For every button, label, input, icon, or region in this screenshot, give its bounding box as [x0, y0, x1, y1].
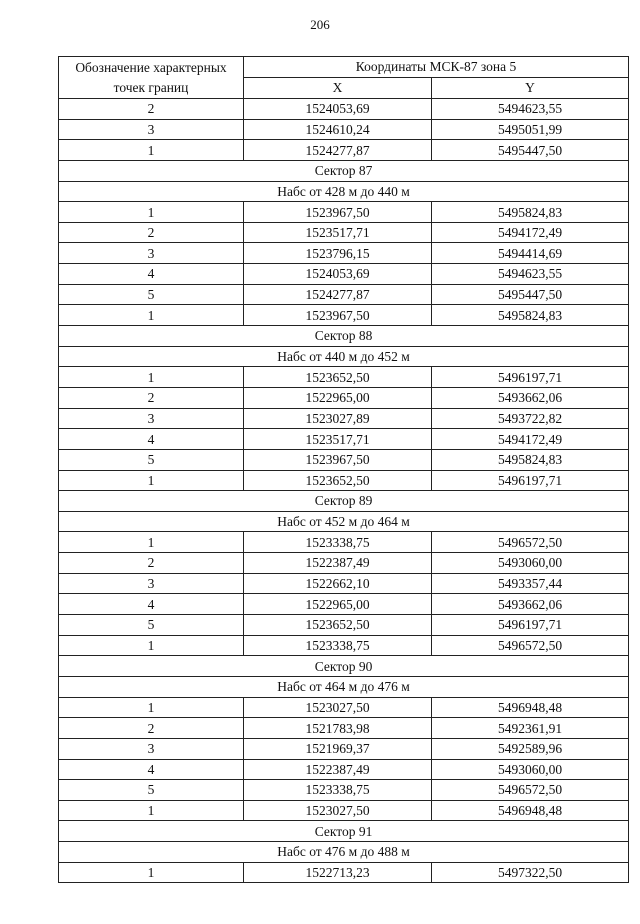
- y-coordinate-cell: 5496948,48: [432, 697, 629, 718]
- point-number-cell: 1: [59, 862, 244, 883]
- table-row: [59, 305, 629, 326]
- table-row: [59, 99, 629, 120]
- table-row: [59, 800, 629, 821]
- x-coordinate-cell: 1523517,71: [244, 429, 432, 450]
- x-coordinate-cell: 1523338,75: [244, 635, 432, 656]
- y-coordinate-cell: 5494623,55: [432, 264, 629, 285]
- y-coordinate-cell: 5497322,50: [432, 862, 629, 883]
- page-number: 206: [310, 17, 330, 32]
- point-number-cell: 1: [59, 367, 244, 388]
- point-number-cell: 2: [59, 387, 244, 408]
- point-number-cell: 3: [59, 738, 244, 759]
- point-number-cell: 1: [59, 470, 244, 491]
- table-row: [59, 408, 629, 429]
- x-coordinate-cell: 1523517,71: [244, 222, 432, 243]
- point-number-cell: 2: [59, 99, 244, 120]
- point-number-cell: 3: [59, 119, 244, 140]
- section-title: Сектор 90: [59, 656, 629, 677]
- point-number-cell: 3: [59, 408, 244, 429]
- table-body: [59, 99, 629, 883]
- table-row: [59, 470, 629, 491]
- point-number-cell: 4: [59, 594, 244, 615]
- table-row: [59, 532, 629, 553]
- coordinates-table: [58, 56, 629, 883]
- table-header: [59, 57, 629, 99]
- x-coordinate-cell: 1524053,69: [244, 264, 432, 285]
- section-title: Сектор 89: [59, 491, 629, 512]
- table-row: [59, 573, 629, 594]
- table-row: [59, 759, 629, 780]
- x-coordinate-cell: 1522387,49: [244, 759, 432, 780]
- y-coordinate-cell: 5494172,49: [432, 429, 629, 450]
- section-title: Набс от 428 м до 440 м: [59, 181, 629, 202]
- y-coordinate-cell: 5493662,06: [432, 594, 629, 615]
- section-title: Набс от 476 м до 488 м: [59, 842, 629, 863]
- point-number-cell: 4: [59, 264, 244, 285]
- table-row: [59, 697, 629, 718]
- point-number-cell: 1: [59, 800, 244, 821]
- y-coordinate-cell: 5493060,00: [432, 759, 629, 780]
- section-title: Набс от 464 м до 476 м: [59, 676, 629, 697]
- y-coordinate-cell: 5496197,71: [432, 367, 629, 388]
- y-coordinate-cell: 5495824,83: [432, 449, 629, 470]
- point-number-cell: 3: [59, 243, 244, 264]
- x-coordinate-cell: 1523027,50: [244, 697, 432, 718]
- y-coordinate-cell: 5496572,50: [432, 635, 629, 656]
- section-title: Сектор 88: [59, 326, 629, 347]
- x-coordinate-cell: 1523652,50: [244, 367, 432, 388]
- y-coordinate-cell: 5493662,06: [432, 387, 629, 408]
- y-coordinate-cell: 5496197,71: [432, 615, 629, 636]
- table-row: [59, 449, 629, 470]
- y-coordinate-cell: 5492361,91: [432, 718, 629, 739]
- y-coordinate-cell: 5496572,50: [432, 780, 629, 801]
- y-coordinate-cell: 5496572,50: [432, 532, 629, 553]
- y-coordinate-cell: 5494414,69: [432, 243, 629, 264]
- section-title: Набс от 452 м до 464 м: [59, 511, 629, 532]
- point-number-cell: 1: [59, 635, 244, 656]
- table-row: [59, 738, 629, 759]
- section-title: Набс от 440 м до 452 м: [59, 346, 629, 367]
- y-coordinate-cell: 5496197,71: [432, 470, 629, 491]
- table-row: [59, 387, 629, 408]
- point-number-cell: 1: [59, 202, 244, 223]
- point-number-cell: 1: [59, 532, 244, 553]
- section-row: [59, 676, 629, 697]
- point-designation-header: Обозначение характерных точек границ: [59, 57, 244, 99]
- section-row: [59, 181, 629, 202]
- y-coordinate-cell: 5496948,48: [432, 800, 629, 821]
- table-row: [59, 862, 629, 883]
- y-coordinate-cell: 5493722,82: [432, 408, 629, 429]
- x-coordinate-cell: 1524053,69: [244, 99, 432, 120]
- y-coordinate-cell: 5495447,50: [432, 284, 629, 305]
- point-number-cell: 3: [59, 573, 244, 594]
- point-number-cell: 5: [59, 615, 244, 636]
- x-coordinate-cell: 1524277,87: [244, 284, 432, 305]
- point-number-cell: 2: [59, 222, 244, 243]
- y-coordinate-cell: 5495824,83: [432, 202, 629, 223]
- y-coordinate-cell: 5493357,44: [432, 573, 629, 594]
- section-row: [59, 160, 629, 181]
- section-row: [59, 346, 629, 367]
- x-coordinate-cell: 1523796,15: [244, 243, 432, 264]
- table-row: [59, 553, 629, 574]
- y-coordinate-cell: 5495824,83: [432, 305, 629, 326]
- table-row: [59, 780, 629, 801]
- y-column-header: Y: [432, 78, 629, 99]
- point-number-cell: 1: [59, 697, 244, 718]
- x-coordinate-cell: 1524277,87: [244, 140, 432, 161]
- y-coordinate-cell: 5494172,49: [432, 222, 629, 243]
- table-row: [59, 367, 629, 388]
- x-coordinate-cell: 1524610,24: [244, 119, 432, 140]
- point-number-cell: 2: [59, 718, 244, 739]
- x-coordinate-cell: 1522713,23: [244, 862, 432, 883]
- section-row: [59, 511, 629, 532]
- x-coordinate-cell: 1523967,50: [244, 202, 432, 223]
- section-row: [59, 326, 629, 347]
- point-number-cell: 5: [59, 780, 244, 801]
- x-coordinate-cell: 1523338,75: [244, 780, 432, 801]
- x-coordinate-cell: 1522965,00: [244, 387, 432, 408]
- point-number-cell: 1: [59, 305, 244, 326]
- x-coordinate-cell: 1521969,37: [244, 738, 432, 759]
- section-title: Сектор 87: [59, 160, 629, 181]
- table-row: [59, 243, 629, 264]
- point-number-cell: 5: [59, 449, 244, 470]
- x-coordinate-cell: 1523652,50: [244, 615, 432, 636]
- point-number-cell: 4: [59, 429, 244, 450]
- y-coordinate-cell: 5494623,55: [432, 99, 629, 120]
- table-row: [59, 429, 629, 450]
- table-row: [59, 222, 629, 243]
- table-row: [59, 594, 629, 615]
- point-number-cell: 2: [59, 553, 244, 574]
- x-coordinate-cell: 1523027,89: [244, 408, 432, 429]
- point-number-cell: 1: [59, 140, 244, 161]
- x-column-header: X: [244, 78, 432, 99]
- section-row: [59, 656, 629, 677]
- y-coordinate-cell: 5495447,50: [432, 140, 629, 161]
- x-coordinate-cell: 1522965,00: [244, 594, 432, 615]
- x-coordinate-cell: 1522387,49: [244, 553, 432, 574]
- section-title: Сектор 91: [59, 821, 629, 842]
- table-row: [59, 119, 629, 140]
- x-coordinate-cell: 1523338,75: [244, 532, 432, 553]
- table-row: [59, 284, 629, 305]
- x-coordinate-cell: 1522662,10: [244, 573, 432, 594]
- y-coordinate-cell: 5493060,00: [432, 553, 629, 574]
- coordinates-system-header: Координаты МСК-87 зона 5: [244, 57, 629, 78]
- section-row: [59, 821, 629, 842]
- table-row: [59, 140, 629, 161]
- y-coordinate-cell: 5492589,96: [432, 738, 629, 759]
- x-coordinate-cell: 1523027,50: [244, 800, 432, 821]
- table-row: [59, 264, 629, 285]
- x-coordinate-cell: 1523967,50: [244, 449, 432, 470]
- y-coordinate-cell: 5495051,99: [432, 119, 629, 140]
- table-row: [59, 718, 629, 739]
- table-row: [59, 615, 629, 636]
- section-row: [59, 491, 629, 512]
- x-coordinate-cell: 1521783,98: [244, 718, 432, 739]
- point-number-cell: 4: [59, 759, 244, 780]
- x-coordinate-cell: 1523652,50: [244, 470, 432, 491]
- section-row: [59, 842, 629, 863]
- point-number-cell: 5: [59, 284, 244, 305]
- x-coordinate-cell: 1523967,50: [244, 305, 432, 326]
- table-row: [59, 635, 629, 656]
- table-row: [59, 202, 629, 223]
